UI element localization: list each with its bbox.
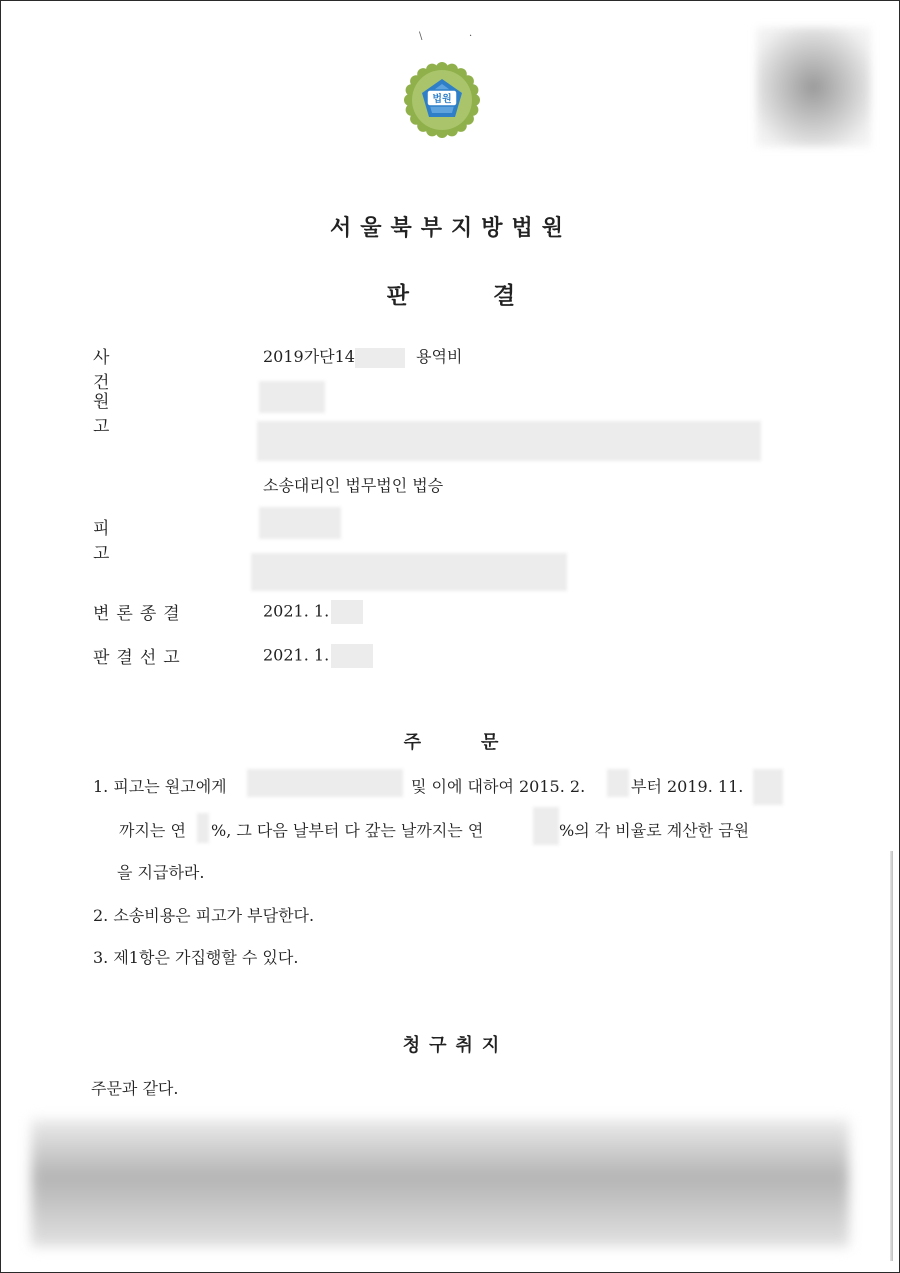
page-edge-shadow [890,851,893,1261]
claim-heading: 청구취지 [402,1035,509,1056]
closing-label: 변론종결 [93,604,187,624]
redacted-end-day [753,769,783,805]
case-number-prefix: 2019가단14 [263,347,355,366]
order-item-2: 2. 소송비용은 피고가 부담한다. [93,906,315,925]
order-item-1-from: 부터 2019. 11. [631,777,744,796]
defendant-label: 피고 [93,519,168,564]
blurred-footer [31,1119,849,1247]
court-emblem-icon [399,57,485,143]
plaintiff-agent: 소송대리인 법무법인 법승 [263,476,444,495]
plaintiff-label: 원고 [93,392,168,437]
scan-mark-left: \ [419,31,423,42]
redacted-case-digits [355,348,405,368]
order-item-1-line2-a: 까지는 연 [119,821,186,840]
blurred-stamp [756,27,871,147]
sentence-label: 판결선고 [93,648,187,668]
order-item-1-prefix: 1. 피고는 원고에게 [93,777,227,796]
redacted-start-day [607,769,629,797]
closing-date-prefix: 2021. 1. [263,601,330,621]
court-name: 서울북부지방법원 [329,216,573,241]
redacted-defendant-name [259,507,341,539]
order-item-1-mid: 및 이에 대하여 2015. 2. [411,777,586,796]
order-item-1-line2-c: %의 각 비율로 계산한 금원 [559,821,750,840]
redacted-defendant-address [251,553,567,591]
scan-mark-right: · [469,31,473,42]
redacted-sentence-day [331,644,373,668]
order-heading: 주문 [403,732,559,753]
redacted-plaintiff-address [257,421,761,461]
order-item-1-line3: 을 지급하라. [117,863,205,882]
redacted-closing-day [331,600,363,624]
case-number [263,344,462,368]
redacted-amount [247,769,403,797]
emblem-label: 법원 [432,94,452,105]
order-item-3: 3. 제1항은 가집행할 수 있다. [93,948,299,967]
case-type: 용역비 [416,347,463,366]
claim-text: 주문과 같다. [91,1079,179,1098]
sentence-date [263,644,373,668]
redacted-rate-2 [533,807,559,845]
sentence-date-prefix: 2021. 1. [263,645,330,665]
document-title: 판결 [386,283,600,309]
closing-date [263,600,363,624]
redacted-rate-1 [197,813,209,843]
case-label: 사건 [93,348,168,393]
order-item-1-line2-b: %, 그 다음 날부터 다 갚는 날까지는 연 [211,821,484,840]
redacted-plaintiff-name [259,381,325,413]
